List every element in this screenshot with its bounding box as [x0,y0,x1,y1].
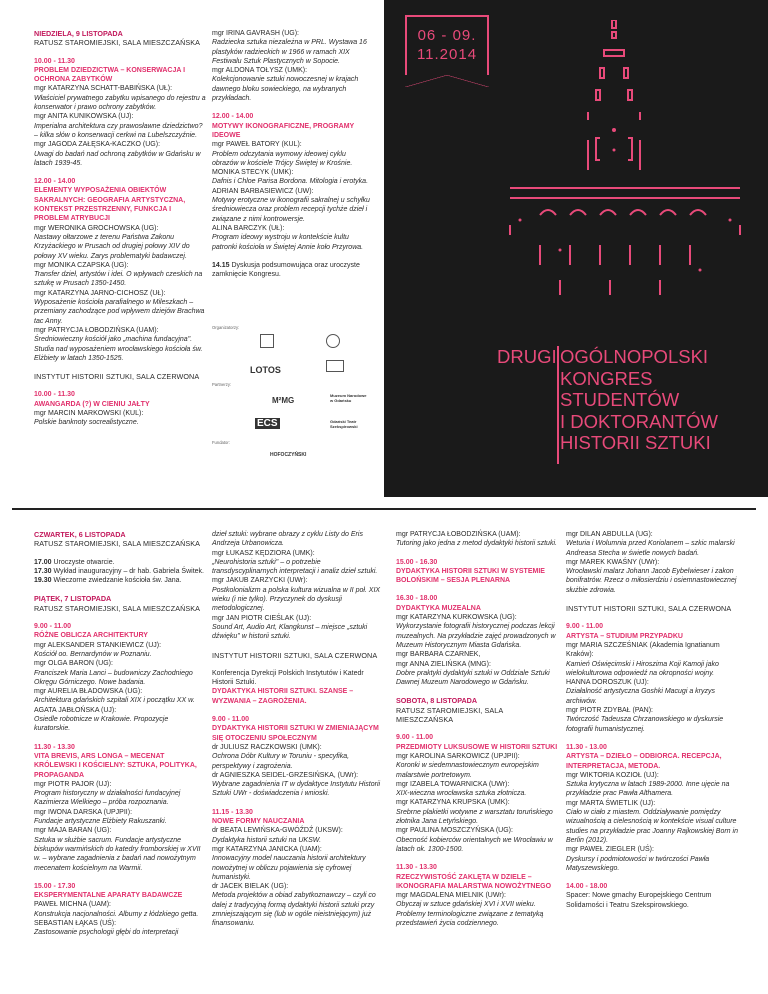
talk-title: Działalność artystyczna Goshki Macugi a kryzys archiwów. [566,688,715,705]
schedule-item [34,576,206,585]
day-heading: NIEDZIELA, 9 LISTOPADA [34,29,123,38]
talk-title: „Neurohistoria sztuki" – o potrzebie transdyscyplinarnych interpretacji i analiz dzieł sztuki. [212,558,378,576]
talk-title: Problem odczytania wymowy ideowej cyklu obrazów w kościele Trójcy Świętej w Krośnie. [212,150,353,167]
speaker-name: mgr PAWEŁ BATORY (KUL): [212,141,302,149]
session-title: DYDAKTYKA HISTORII SZTUKI W ZMIENIAJĄCYM SIĘ OTOCZENIU SPOŁECZNYM [212,725,379,742]
session-title: PROBLEM DZIEDZICTWA – KONSERWACJA I OCHRONA ZABYTKÓW [34,66,186,84]
talk-title: Program ideowy wystroju w kontekście kultu patronki kościoła w Świętej Annie koło Przyrowa. [212,234,364,251]
session-title: RÓŻNE OBLICZA ARCHITEKTURY [34,632,148,640]
speaker-name: mgr BARBARA CZARNEK, [396,651,481,659]
session-time: 11.30 - 13.00 [566,743,607,751]
speaker-name: dr JULIUSZ RACZKOWSKI (UMK): [212,743,322,751]
speaker-name: dr BEATA LEWIŃSKA-GWÓŹDŹ (UKSW): [212,827,343,835]
ecs-logo: ECS [257,418,278,429]
session-time: 9.00 - 11.00 [396,734,433,742]
speaker-name: mgr KATARZYNA KRUPSKA (UMK): [396,799,510,807]
talk-title: Fundacje artystyczne Elżbiety Rakuszanki. [34,818,167,826]
session-time: 15.00 - 16.30 [396,558,438,566]
speaker-name: mgr ALEKSANDER STANKIEWICZ (UJ): [34,641,162,649]
venue: RATUSZ STAROMIEJSKI, SALA MIESZCZAŃSKA [34,603,201,613]
talk-title: Osiedle robotnicze w Krakowie. Propozycje kuratorskie. [34,716,169,733]
talk-title: Dobre praktyki dydaktyki sztuki w Oddziale Sztuki Dawnej Muzeum Narodowego w Gdańsku. [396,669,550,687]
walk-text: Spacer: Nowe gmachy Europejskiego Centrum Solidarności i Teatru Szekspirowskiego. [566,892,712,909]
talk-title: Wyposażenie kościoła parafialnego w Mileszkach – przemiany zachodzące pod wpływem dziejów Brachwa tac Anny. [34,299,205,325]
speaker-name: mgr KAROLINA SARKOWICZ (UPJPII): [396,752,520,760]
session-title: NOWE FORMY NAUCZANIA [212,818,305,826]
speaker-name: mgr JAGODA ZAŁĘSKA-KACZKO (UG): [34,141,161,149]
speaker-name: mgr ALDONA TOŁYSZ (UMK): [212,67,308,75]
talk-title: Wrocławski malarz Johann Jacob Eybelwieser i zakon bonifratrów. Rzecz o miłosierdziu i osiemnastowiecznej służbie zdrowia. [566,568,737,594]
event-date: 06 - 09. 11.2014 [416,27,478,63]
speaker-name: mgr WIKTORIA KOZIOŁ (UJ): [566,771,659,779]
title-line: HISTORII SZTUKI [560,432,711,453]
speaker-name: mgr MARIA SZCZEŚNIAK (Akademia Ignatianum Kraków): [566,641,720,659]
title-line: KONGRES [560,367,653,389]
speaker-name: mgr PATRYCJA ŁOBODZIŃSKA (UAM): [396,531,521,538]
speaker-name: mgr PIOTR ZDYBAŁ (PAN): [566,707,653,715]
talk-title: Weturia i Wolumnia przed Koriolanem – szkic malarski Andreasa Stecha w świetle nowych badań. [566,540,735,557]
title-line: OGÓLNOPOLSKI [560,346,709,367]
session-title: PRZEDMIOTY LUKSUSOWE W HISTORII SZTUKI [396,743,558,751]
speaker-name: mgr MAGDALENA MIELNIK (UWr): [396,892,506,900]
speaker-name: mgr OLGA BARON (UG): [34,660,113,668]
speaker-name: mgr PAULINA MOSZCZYŃSKA (UG): [396,827,513,835]
talk-title: Wybrane zagadnienia IT w dydaktyce Instytutu Historii Sztuki UWr - doświadczenia i wnioski. [212,781,381,798]
closing-time: 14.15 [212,261,230,269]
speaker-name: mgr MAJA BARAN (UG): [34,827,112,835]
talk-title: Ciało w ciało z miastem. Oddziaływanie pomiędzy wizualnością a cielesnością w kontekście visual culture studies na przykładzie prac Joanny Rajkowskiej Born in Berlin (2012). [566,809,738,844]
talk-title: Srebrne plakietki wotywne z warsztatu toruńskiego złotnika Jana Letyńskiego. [396,808,553,826]
speaker-name: MONIKA STECYK (UMK): [212,169,294,177]
talk-title: Innowacyjny model nauczania historii architektury nowożytnej w obliczu pojawienia się cyfrowej humanistyki. [212,855,366,881]
speaker-name: mgr MARCIN MARKOWSKI (KUL): [34,409,144,417]
day-heading: CZWARTEK, 6 LISTOPADA [34,530,126,539]
speaker-name: mgr DILAN ABDULLA (UG): [566,531,653,538]
speaker-name: mgr AURELIA BŁADOWSKA (UG): [34,688,143,696]
venue: RATUSZ STAROMIEJSKI, SALA MIESZCZAŃSKA [396,705,503,725]
venue: INSTYTUT HISTORII SZTUKI, SALA CZERWONA [212,650,378,660]
session-title: DYDAKTYKA MUZEALNA [396,604,481,612]
session-title: DYDAKTYKA HISTORII SZTUKI W SYSTEMIE BOLOŃSKIM – SESJA PLENARNA [396,567,545,585]
top-left-column [34,29,206,428]
speaker-name: mgr MONIKA CZAPSKA (UG): [34,261,129,269]
speaker-name: mgr WERONIKA GROCHOWSKA (UG): [34,224,159,232]
talk-title: Tutoring jako jedna z metod dydaktyki historii sztuki. [396,540,557,548]
talk-title: Sztuka krytyczna w latach 1989-2000. Inne ujęcie na przykładzie prac Pawła Althamera. [566,781,730,798]
schedule-text: Uroczyste otwarcie. [53,558,115,566]
city-logo [326,360,344,372]
talk-title: Program historyczny w działalności fundacyjnej Kazimierza Wielkiego – próba rozpoznania. [34,790,181,807]
mmg-logo: M²MG [272,396,295,405]
speaker-name: HANNA DOROSZUK (UJ): [566,679,649,687]
speaker-name: mgr IWONA DARSKA (UPJPII): [34,808,133,816]
title-first-word: DRUGI [497,346,557,367]
schedule-text: Wykład inauguracyjny – dr hab. Gabriela Świtek. [53,567,204,575]
partners-label: Partnerzy: [212,382,232,387]
session-time: 12.00 - 14.00 [212,113,254,121]
talk-title: Sound Art, Audio Art, Klangkunst – miejsce „sztuki dźwięku" w historii sztuki. [212,623,368,641]
talk-title: Zastosowanie psychologii głębi do interpretacji [34,929,179,937]
speaker-name: PAWEŁ MICHNA (UAM): [34,901,112,909]
session-title: VITA BREVIS, ARS LONGA – MECENAT KRÓLEWSKI I KOŚCIELNY: SZTUKA, POLITYKA, PROPAGANDA [34,752,197,779]
speaker-name: mgr ŁUKASZ KĘDZIORA (UMK): [212,549,315,557]
session-title: ARTYSTA – DZIEŁO – ODBIORCA. RECEPCJA, INTERPRETACJA, METODA. [566,753,722,770]
talk-title: Architektura gdańskich szpitali XIX i początku XX w. [34,697,195,705]
talk-title: Dafnis i Chloe Parisa Bordona. Mitologia i erotyka. [212,178,369,186]
speaker-name: mgr PIOTR PAJOR (UJ): [34,780,112,788]
venue: RATUSZ STAROMIEJSKI, SALA MIESZCZAŃSKA [34,539,201,549]
talk-title: Kościół oo. Bernardynów w Poznaniu. [34,650,152,658]
talk-title: Franciszek Maria Lanci – budowniczy Zachodniego Okręgu Górniczego. Nowe badania. [34,669,193,686]
session-title: ARTYSTA – STUDIUM PRZYPADKU [566,632,683,640]
schedule-time: 17.00 [34,558,54,566]
session-time: 11.30 - 13.30 [396,864,437,872]
schedule-item [34,567,206,576]
organizers-label: Organizatorzy: [212,325,240,330]
talk-title: Imperialna architektura czy prawosławne dziedzictwo? – kilka słów o konserwacji cerkwi na Lubelszczyźnie. [34,122,203,139]
session-time: 9.00 - 11.00 [566,623,603,631]
venue: RATUSZ STAROMIEJSKI, SALA MIESZCZAŃSKA [34,38,201,48]
speaker-name: ADRIAN BARBASIEWICZ (UW): [212,187,314,195]
talk-title: Uwagi do badań nad ochroną zabytków w Gdańsku w latach 1939-45. [34,150,201,167]
talk-title: Sztuka w służbie sacrum. Fundacje artystyczne biskupów warmińskich do katedry fromborskiej w XVII w. – wybrane zagadnienia z badań nad nowożytnym mecenatem kościelnym na Warmii. [34,836,201,872]
talk-title: Kolekcjonowanie sztuki nowoczesnej w krajach dawnego bloku sowieckiego, na wybranych przykładach. [212,76,359,103]
sponsor-label: Fundator: [212,440,230,445]
speaker-name: dr JACEK BIELAK (UG): [212,883,289,891]
building-illustration [500,20,760,320]
top-mid-column [212,29,374,279]
title-line: I DOKTORANTÓW [560,410,718,432]
talk-title: XIX-wieczna wrocławska sztuka złotnicza. [396,790,527,798]
talk-title: Właściciel prywatnego zabytku wpisanego do rejestru a konserwator i prawo ochrony zabytków. [34,94,206,112]
session-time: 12.00 - 14.00 [34,178,76,186]
speaker-name: SEBASTIAN ŁĄKAS (UŚ): [34,919,117,927]
schedule-item [34,558,206,567]
talk-title: Motywy erotyczne w ikonografii sakralnej u schyłku średniowiecza oraz problem recepcji tychże dzieł i związane z nimi kontrowersje. [212,197,370,223]
session-time: 11.30 - 13.30 [34,743,75,751]
title-divider [557,346,559,464]
conference-title: DYDAKTYKA HISTORII SZTUKI. SZANSE – WYZWANIA – ZAGROŻENIA. [212,688,354,705]
session-time: 10.00 - 11.30 [34,391,75,399]
theatre-logo: Gdański Teatr Szekspirowski [330,419,358,429]
speaker-name: mgr KATARZYNA JARNO-CICHOSZ (UŁ): [34,289,166,297]
talk-title: Twórczość Tadeusza Chrzanowskiego w dyskursie fotografii humanistycznej. [566,716,724,733]
session-time: 16.30 - 18.00 [396,595,438,603]
talk-title: Nastawy ołtarzowe z terenu Państwa Zakonu Krzyżackiego w Prusach od drugiej połowy XIV do połowy XV wieku. Zarys problematyki badawczej. [34,233,190,260]
section-divider [12,508,756,510]
bottom-column-1 [34,530,206,938]
bottom-column-3 [396,530,561,928]
talk-title: Konstrukcja nacjonalności. Albumy z łódzkiego getta. [34,910,199,918]
speaker-name: ALINA BARCZYK (UŁ): [212,224,285,232]
sponsor-logo: HOFOCZYŃSKI [270,452,307,458]
session-time: 9.00 - 11.00 [212,716,249,724]
talk-title: Radziecka sztuka niezależna w PRL. Wystawa 16 plastyków radzieckich w 1966 w ramach XIX Festiwalu Sztuk Plastycznych w Sopocie. [212,39,367,65]
schedule-time: 17.30 [34,567,54,575]
talk-title: Obyczaj w sztuce gdańskiej XVI i XVII wieku. Problemy terminologiczne związane z tematyką przedstawień życia codziennego. [396,901,544,927]
congress-title [560,346,718,454]
talk-title: dzieł sztuki: wybrane obrazy z cyklu Listy do Eris Andrzeja Urbanowicza. [212,531,363,548]
session-title: MOTYWY IKONOGRAFICZNE, PROGRAMY IDEOWE [212,122,355,139]
session-time: 11.15 - 13.30 [212,808,253,816]
speaker-name: mgr MAREK KWAŚNY (UWr): [566,558,660,566]
closing-text: Dyskusja podsumowująca oraz uroczyste zamknięcie Kongresu. [212,261,360,279]
conference-text: Konferencja Dyrekcji Polskich Instytutów i Katedr Historii Sztuki. [212,669,364,687]
speaker-name: mgr ANNA ZIELIŃSKA (MNG): [396,660,491,668]
schedule-text: Wieczorne zwiedzanie kościoła św. Jana. [53,577,182,585]
speaker-name: mgr PAWEŁ ZIEGLER (UŚ): [566,846,654,854]
speaker-name: mgr JAN PIOTR CIEŚLAK (UJ): [212,614,312,622]
speaker-name: mgr IRINA GAVRASH (UG): [212,30,299,37]
lotos-logo: LOTOS [250,365,281,375]
speaker-name: mgr ANITA KUNIKOWSKA (UJ): [34,113,134,121]
talk-title: Transfer dzieł, artystów i idei. O wpływach czeskich na sztukę w Prusach 1350-1450. [34,271,203,288]
speaker-name: AGATA JABŁOŃSKA (UJ): [34,706,117,714]
day-heading: SOBOTA, 8 LISTOPADA [396,696,478,706]
speaker-name: mgr KATARZYNA SCHATT-BABIŃSKA (UŁ): [34,85,173,93]
talk-title: Średniowieczny kościół jako „machina fundacyjna". Studia nad wyposażeniem wrocławskiego kościoła św. Elżbiety w latach 1350-1525. [34,336,203,362]
speaker-name: mgr PATRYCJA ŁOBODZIŃSKA (UAM): [34,326,159,334]
bottom-column-4 [566,530,738,910]
talk-title: Metoda projektów a obiad zabytkoznawczy – czyli co dalej z tradycyjną formą dydaktyki historii sztuki przy zmniejszającym się (lub w ogóle nieistniejącym) już finansowaniu. [212,892,376,928]
session-time: 10.00 - 11.30 [34,57,75,65]
talk-title: Koronki w siedemnastowiecznym europejskim malarstwie portretowym. [396,762,539,779]
museum-logo: Muzeum Narodowe w Gdańsku [330,393,367,403]
bottom-column-2 [212,530,382,929]
speaker-name: mgr JAKUB ZARZYCKI (UWr): [212,577,308,585]
title-line: STUDENTÓW [560,389,680,410]
university-logo [260,334,274,348]
talk-title: Kamień Oświęcimski i Hiroszima Koji Kamoji jako wielokulturowa odpowiedź na okropności wojny. [566,660,719,677]
talk-title: Postkolonializm a polska kultura wizualna w II poł. XIX wieku (i nie tylko). Przyczynek do dyskusji metodologicznej. [212,586,381,613]
closing-line [212,261,374,280]
speaker-name: mgr KATARZYNA JANICKA (UAM): [212,845,322,853]
session-title: AWANGARDA (?) W CIENIU JAŁTY [34,400,150,408]
talk-title: Dydaktyka historii sztuki na UKSW. [212,836,322,844]
speaker-name: mgr KATARZYNA KURKOWSKA (UG): [396,614,517,622]
session-time: 14.00 - 18.00 [566,883,608,891]
session-title: EKSPERYMENTALNE APARATY BADAWCZE [34,892,183,900]
talk-title: Dyskursy i podmiotowości w twórczości Pawła Matyszewskiego. [566,855,710,872]
schedule-time: 19.30 [34,577,54,585]
talk-title: Obecność kobierców orientalnych we Wrocławiu w latach ok. 1300-1500. [396,836,553,853]
speaker-name: mgr IZABELA TOWARNICKA (UWr): [396,780,510,788]
session-title: ELEMENTY WYPOSAŻENIA OBIEKTÓW SAKRALNYCH: GEOGRAFIA ARTYSTYCZNA, KONTEKST PRZESTRZENNY, FUNKCJA I PROBLEM ATRYBUCJI [34,187,186,223]
session-time: 9.00 - 11.00 [34,623,71,631]
talk-title: Polskie banknoty socrealistyczne. [34,419,139,427]
talk-title: Wykorzystanie fotografii historycznej podczas lekcji muzealnych. Na przykładzie zajęć prowadzonych w Muzeum Historycznym Miasta Gdańska. [396,623,556,649]
day-heading: PIĄTEK, 7 LISTOPADA [34,594,112,604]
venue: INSTYTUT HISTORII SZTUKI, SALA CZERWONA [34,372,200,382]
talk-title: Ochrona Dóbr Kultury w Toruniu - specyfika, perspektywy i zagrożenia. [212,753,350,770]
venue: INSTYTUT HISTORII SZTUKI, SALA CZERWONA [566,604,732,614]
session-title: RZECZYWISTOŚĆ ZAKLĘTA W DZIELE – IKONOGRAFIA MALARSTWA NOWOŻYTNEGO [396,873,552,890]
session-time: 15.00 - 17.30 [34,882,76,890]
speaker-name: mgr MARTA ŚWIETLIK (UJ): [566,799,656,807]
crest-logo [326,334,340,348]
speaker-name: dr AGNIESZKA SEIDEL-GRZESIŃSKA, (UWr): [212,771,359,779]
